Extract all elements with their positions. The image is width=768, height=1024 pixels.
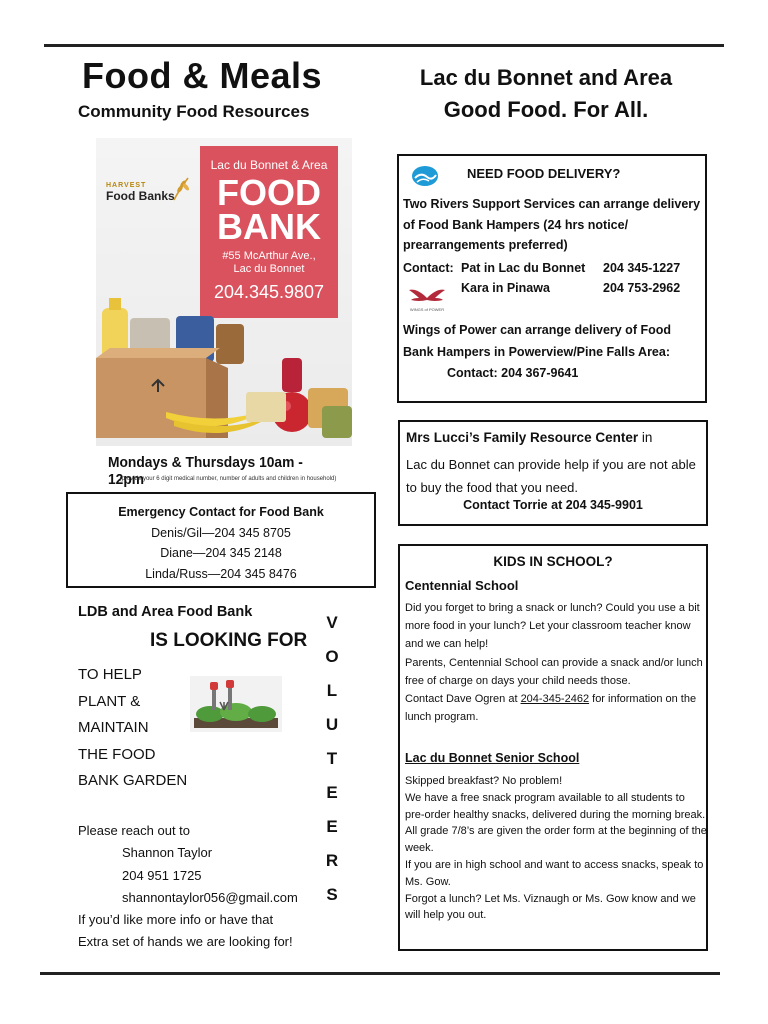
vertical-letter: S bbox=[326, 885, 338, 904]
contact-name: Kara in Pinawa bbox=[461, 281, 550, 295]
contact-text: Contact Dave Ogren at bbox=[405, 693, 521, 706]
school-paragraph: We have a free snack program available to all students to pre-order healthy snacks, delivered during the morning break. bbox=[405, 791, 706, 821]
wings-logo-text: WINGS of POWER bbox=[409, 307, 445, 312]
two-rivers-logo-icon bbox=[411, 165, 439, 187]
contact-phone: 204 753-2962 bbox=[603, 281, 681, 295]
volunteer-contact bbox=[78, 820, 298, 954]
contact-name: Shannon Taylor bbox=[122, 845, 213, 861]
wings-contact: Contact: 204 367-9641 bbox=[447, 366, 579, 380]
contact-label: Contact: bbox=[403, 261, 454, 275]
emergency-line: Diane—204 345 2148 bbox=[160, 546, 282, 560]
wheat-icon bbox=[170, 176, 192, 202]
right-title-line1: Lac du Bonnet and Area bbox=[419, 65, 673, 90]
contact-phone: 204 951 1725 bbox=[122, 867, 202, 883]
delivery-body: Two Rivers Support Services can arrange delivery of Food Bank Hampers (24 hrs notice/ prearrangements preferred) bbox=[403, 197, 701, 252]
bottom-rule bbox=[40, 972, 720, 975]
school-paragraph: All grade 7/8’s are given the order form at the beginning of the week. bbox=[405, 825, 707, 855]
poster-hours: Mondays & Thursdays 10am - 12pm bbox=[108, 454, 303, 488]
card-title-food: FOOD bbox=[217, 172, 321, 213]
logo-text: Food Banks bbox=[106, 189, 175, 203]
resource-center-contact: Contact Torrie at 204 345-9901 bbox=[463, 498, 643, 512]
card-phone: 204.345.9807 bbox=[213, 282, 325, 302]
school-body bbox=[405, 599, 707, 726]
emergency-line: Linda/Russ—204 345 8476 bbox=[145, 566, 297, 581]
food-banks-logo bbox=[106, 182, 175, 203]
volunteer-looking: IS LOOKING FOR bbox=[150, 630, 308, 651]
volunteers-vertical-word bbox=[323, 606, 341, 912]
kids-in-school-box bbox=[398, 544, 708, 951]
vertical-letter: E bbox=[326, 817, 338, 836]
logo-small-text: HARVEST bbox=[106, 182, 147, 189]
school-paragraph: Forgot a lunch? Let Ms. Viznaugh or Ms. Gow know and we will help you out. bbox=[405, 892, 696, 922]
vertical-letter: T bbox=[326, 749, 338, 768]
vertical-letter: O bbox=[325, 647, 339, 666]
vertical-letter: R bbox=[325, 851, 339, 870]
school-paragraph: Parents, Centennial School can provide a snack and/or lunch free of charge on days your child needs those. bbox=[405, 656, 703, 687]
school-paragraph bbox=[405, 690, 707, 726]
right-title-line2: Good Food. For All. bbox=[443, 97, 649, 122]
school-name: Lac du Bonnet Senior School bbox=[405, 751, 580, 765]
contact-phone: 204 345-1227 bbox=[603, 261, 681, 275]
vertical-letter: U bbox=[325, 715, 339, 734]
school-paragraph: Skipped breakfast? No problem! bbox=[405, 775, 563, 787]
wings-body: Wings of Power can arrange delivery of Food Bank Hampers in Powerview/Pine Falls Area: bbox=[403, 323, 671, 359]
resource-center-in: in bbox=[638, 430, 653, 445]
card-address bbox=[200, 250, 338, 276]
resource-center-title bbox=[406, 430, 652, 445]
help-line: THE FOOD bbox=[78, 745, 156, 763]
card-address-line2: Lac du Bonnet bbox=[233, 263, 305, 275]
top-rule bbox=[44, 44, 724, 47]
resource-center-body: Lac du Bonnet can provide help if you are not able to buy the food that you need. bbox=[406, 457, 696, 495]
emergency-heading: Emergency Contact for Food Bank bbox=[118, 505, 324, 519]
contact-name: Pat in Lac du Bonnet bbox=[461, 261, 586, 275]
school-phone-link[interactable]: 204-345-2462 bbox=[520, 693, 590, 706]
page-subtitle: Community Food Resources bbox=[78, 102, 310, 121]
help-line: BANK GARDEN bbox=[78, 772, 188, 789]
family-resource-box bbox=[398, 420, 708, 526]
poster-note: (provide your 6 digit medical number, number of adults and children in household) bbox=[119, 476, 337, 482]
help-line: TO HELP bbox=[78, 666, 142, 683]
poster-image bbox=[96, 138, 352, 446]
help-line: MAINTAIN bbox=[78, 719, 149, 736]
school-body bbox=[405, 773, 707, 924]
food-delivery-box bbox=[397, 154, 707, 403]
closing-line: Extra set of hands we are looking for! bbox=[78, 934, 293, 950]
contact-email[interactable]: shannontaylor056@gmail.com bbox=[122, 889, 298, 905]
school-paragraph: If you are in high school and want to access snacks, speak to Ms. Gow. bbox=[405, 858, 704, 888]
school-paragraph: Did you forget to bring a snack or lunch? Could you use a bit more food in your lunch? Let your classroom teacher know and we can help! bbox=[405, 602, 700, 651]
volunteer-help-lines bbox=[78, 662, 187, 795]
card-title-bank: BANK bbox=[217, 206, 321, 247]
food-bank-poster bbox=[96, 138, 352, 490]
delivery-contact-row bbox=[403, 258, 680, 278]
volunteer-org: LDB and Area Food Bank bbox=[78, 604, 253, 620]
groceries-illustration bbox=[96, 288, 352, 446]
closing-line: If you’d like more info or have that bbox=[78, 912, 274, 928]
card-address-line1: #55 McArthur Ave., bbox=[222, 250, 316, 262]
contact-text-end: for information on the lunch program. bbox=[405, 693, 697, 724]
school-name: Centennial School bbox=[405, 578, 519, 593]
emergency-line: Denis/Gil—204 345 8705 bbox=[151, 525, 291, 540]
vertical-letter: L bbox=[326, 681, 338, 700]
kids-heading: KIDS IN SCHOOL? bbox=[493, 554, 613, 569]
vertical-letter: V bbox=[326, 613, 338, 632]
delivery-heading: NEED FOOD DELIVERY? bbox=[467, 166, 621, 181]
resource-center-name: Mrs Lucci’s Family Resource Center bbox=[406, 430, 639, 445]
help-line: PLANT & bbox=[78, 692, 141, 710]
garden-icon bbox=[190, 676, 282, 732]
emergency-contact-box bbox=[66, 492, 376, 588]
page-title: Food & Meals bbox=[82, 55, 323, 96]
reach-text: Please reach out to bbox=[78, 823, 191, 838]
card-title bbox=[200, 172, 338, 247]
vertical-letter: E bbox=[326, 783, 338, 802]
card-area: Lac du Bonnet & Area bbox=[210, 158, 328, 172]
right-title bbox=[396, 62, 696, 126]
wings-of-power-logo-icon bbox=[407, 284, 447, 314]
